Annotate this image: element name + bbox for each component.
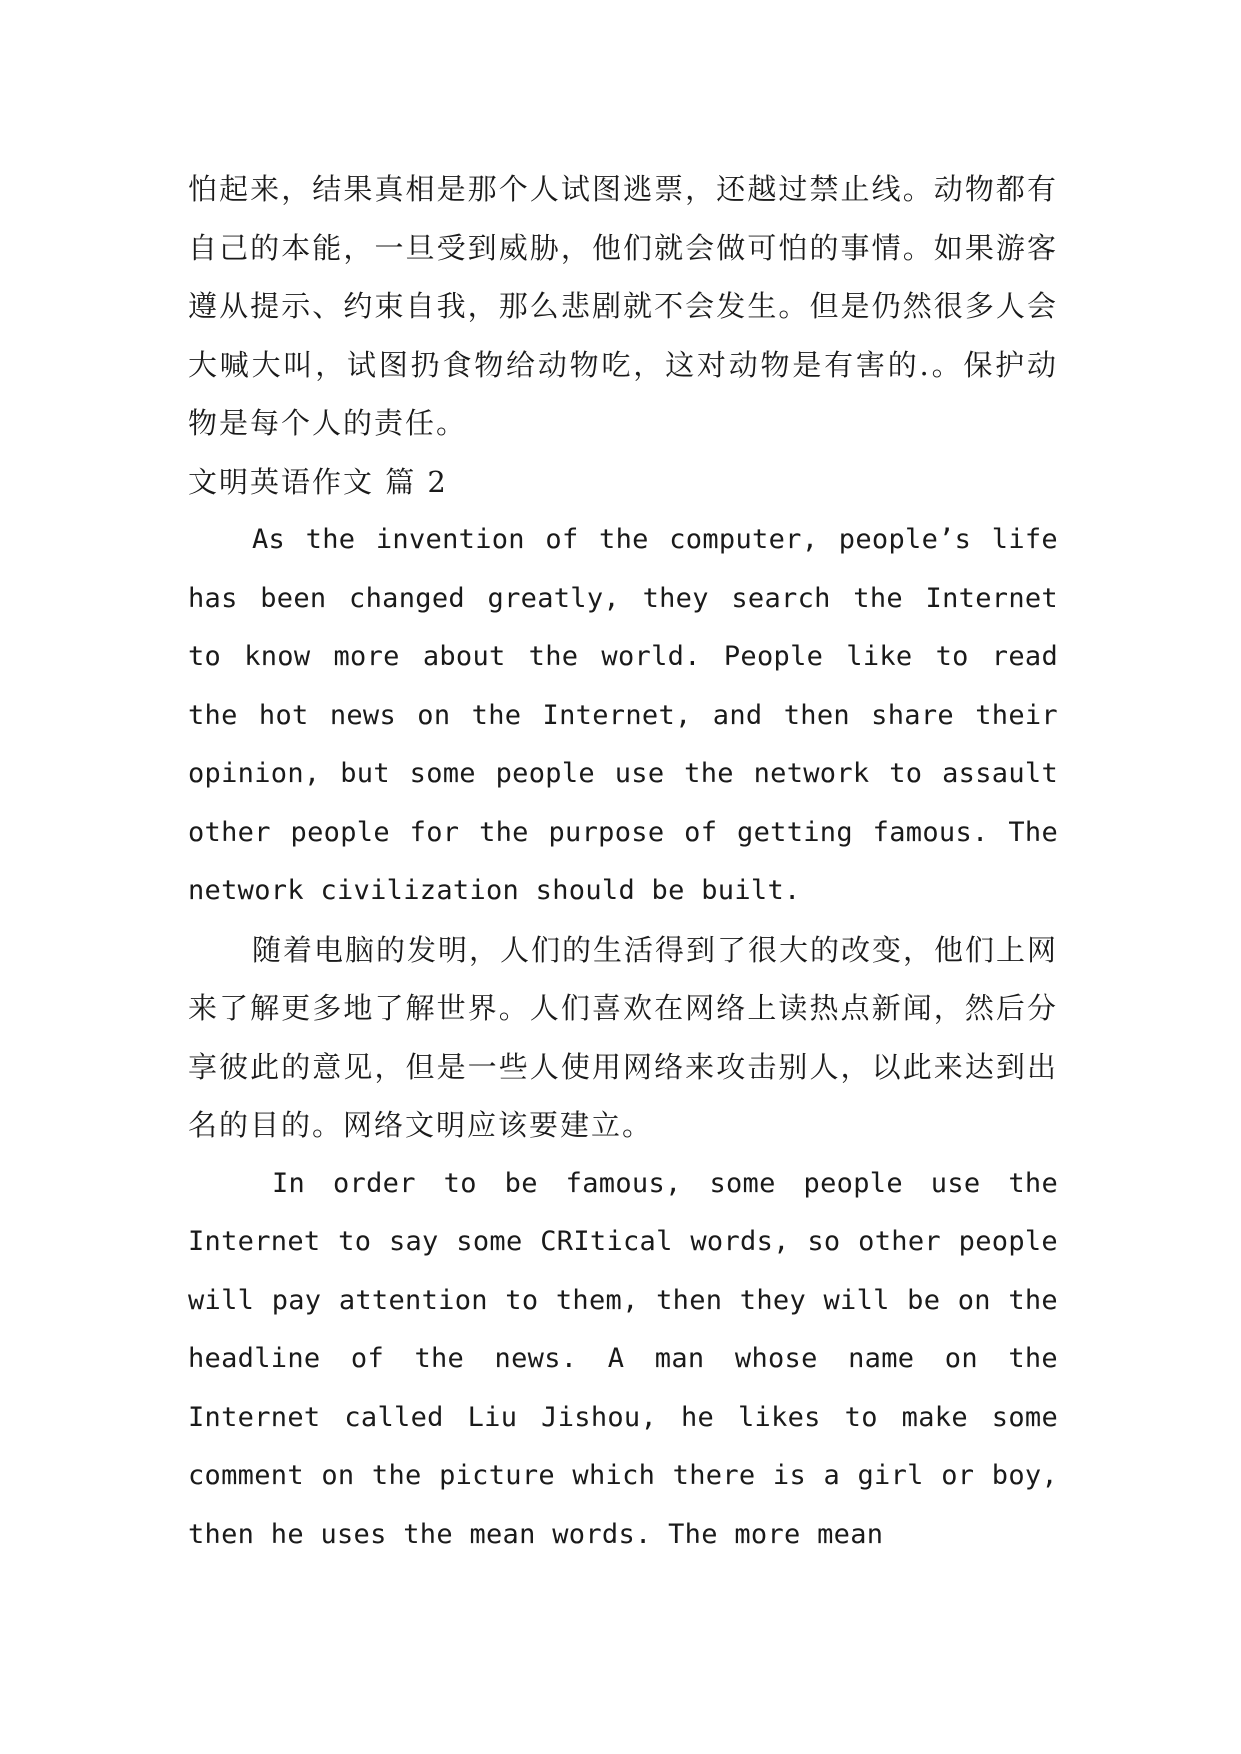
document-page [188, 160, 1058, 1564]
paragraph-animal-protection: 怕起来，结果真相是那个人试图逃票，还越过禁止线。动物都有自己的本能，一旦受到威胁，他们就会做可怕的事情。如果游客遵从提示、约束自我，那么悲剧就不会发生。但是仍然很多人会大喊大叫，试图扔食物给动物吃，这对动物是有害的.。保护动物是每个人的责任。 [188, 172, 1058, 440]
paragraph-english-intro: As the invention of the computer, people’s life has been changed greatly, they search the Internet to know more about the world. People like to read the hot news on the Internet, and then share their opinion, but some people use the network to assault other people for the purpose of getting famous. The network civilization should be built. [188, 524, 1058, 906]
section-heading: 文明英语作文 篇 2 [188, 464, 448, 499]
paragraph-english-example: In order to be famous, some people use the Internet to say some CRItical words, so other people will pay attention to them, then they will be on the headline of the news. A man whose name on the Internet called Liu Jishou, he likes to make some comment on the picture which there is a girl or boy, then he uses the mean words. The more mean [188, 1167, 1058, 1550]
paragraph-chinese-translation: 随着电脑的发明，人们的生活得到了很大的改变，他们上网来了解更多地了解世界。人们喜欢在网络上读热点新闻，然后分享彼此的意见，但是一些人使用网络来攻击别人，以此来达到出名的目的。网络文明应该要建立。 [188, 932, 1059, 1142]
